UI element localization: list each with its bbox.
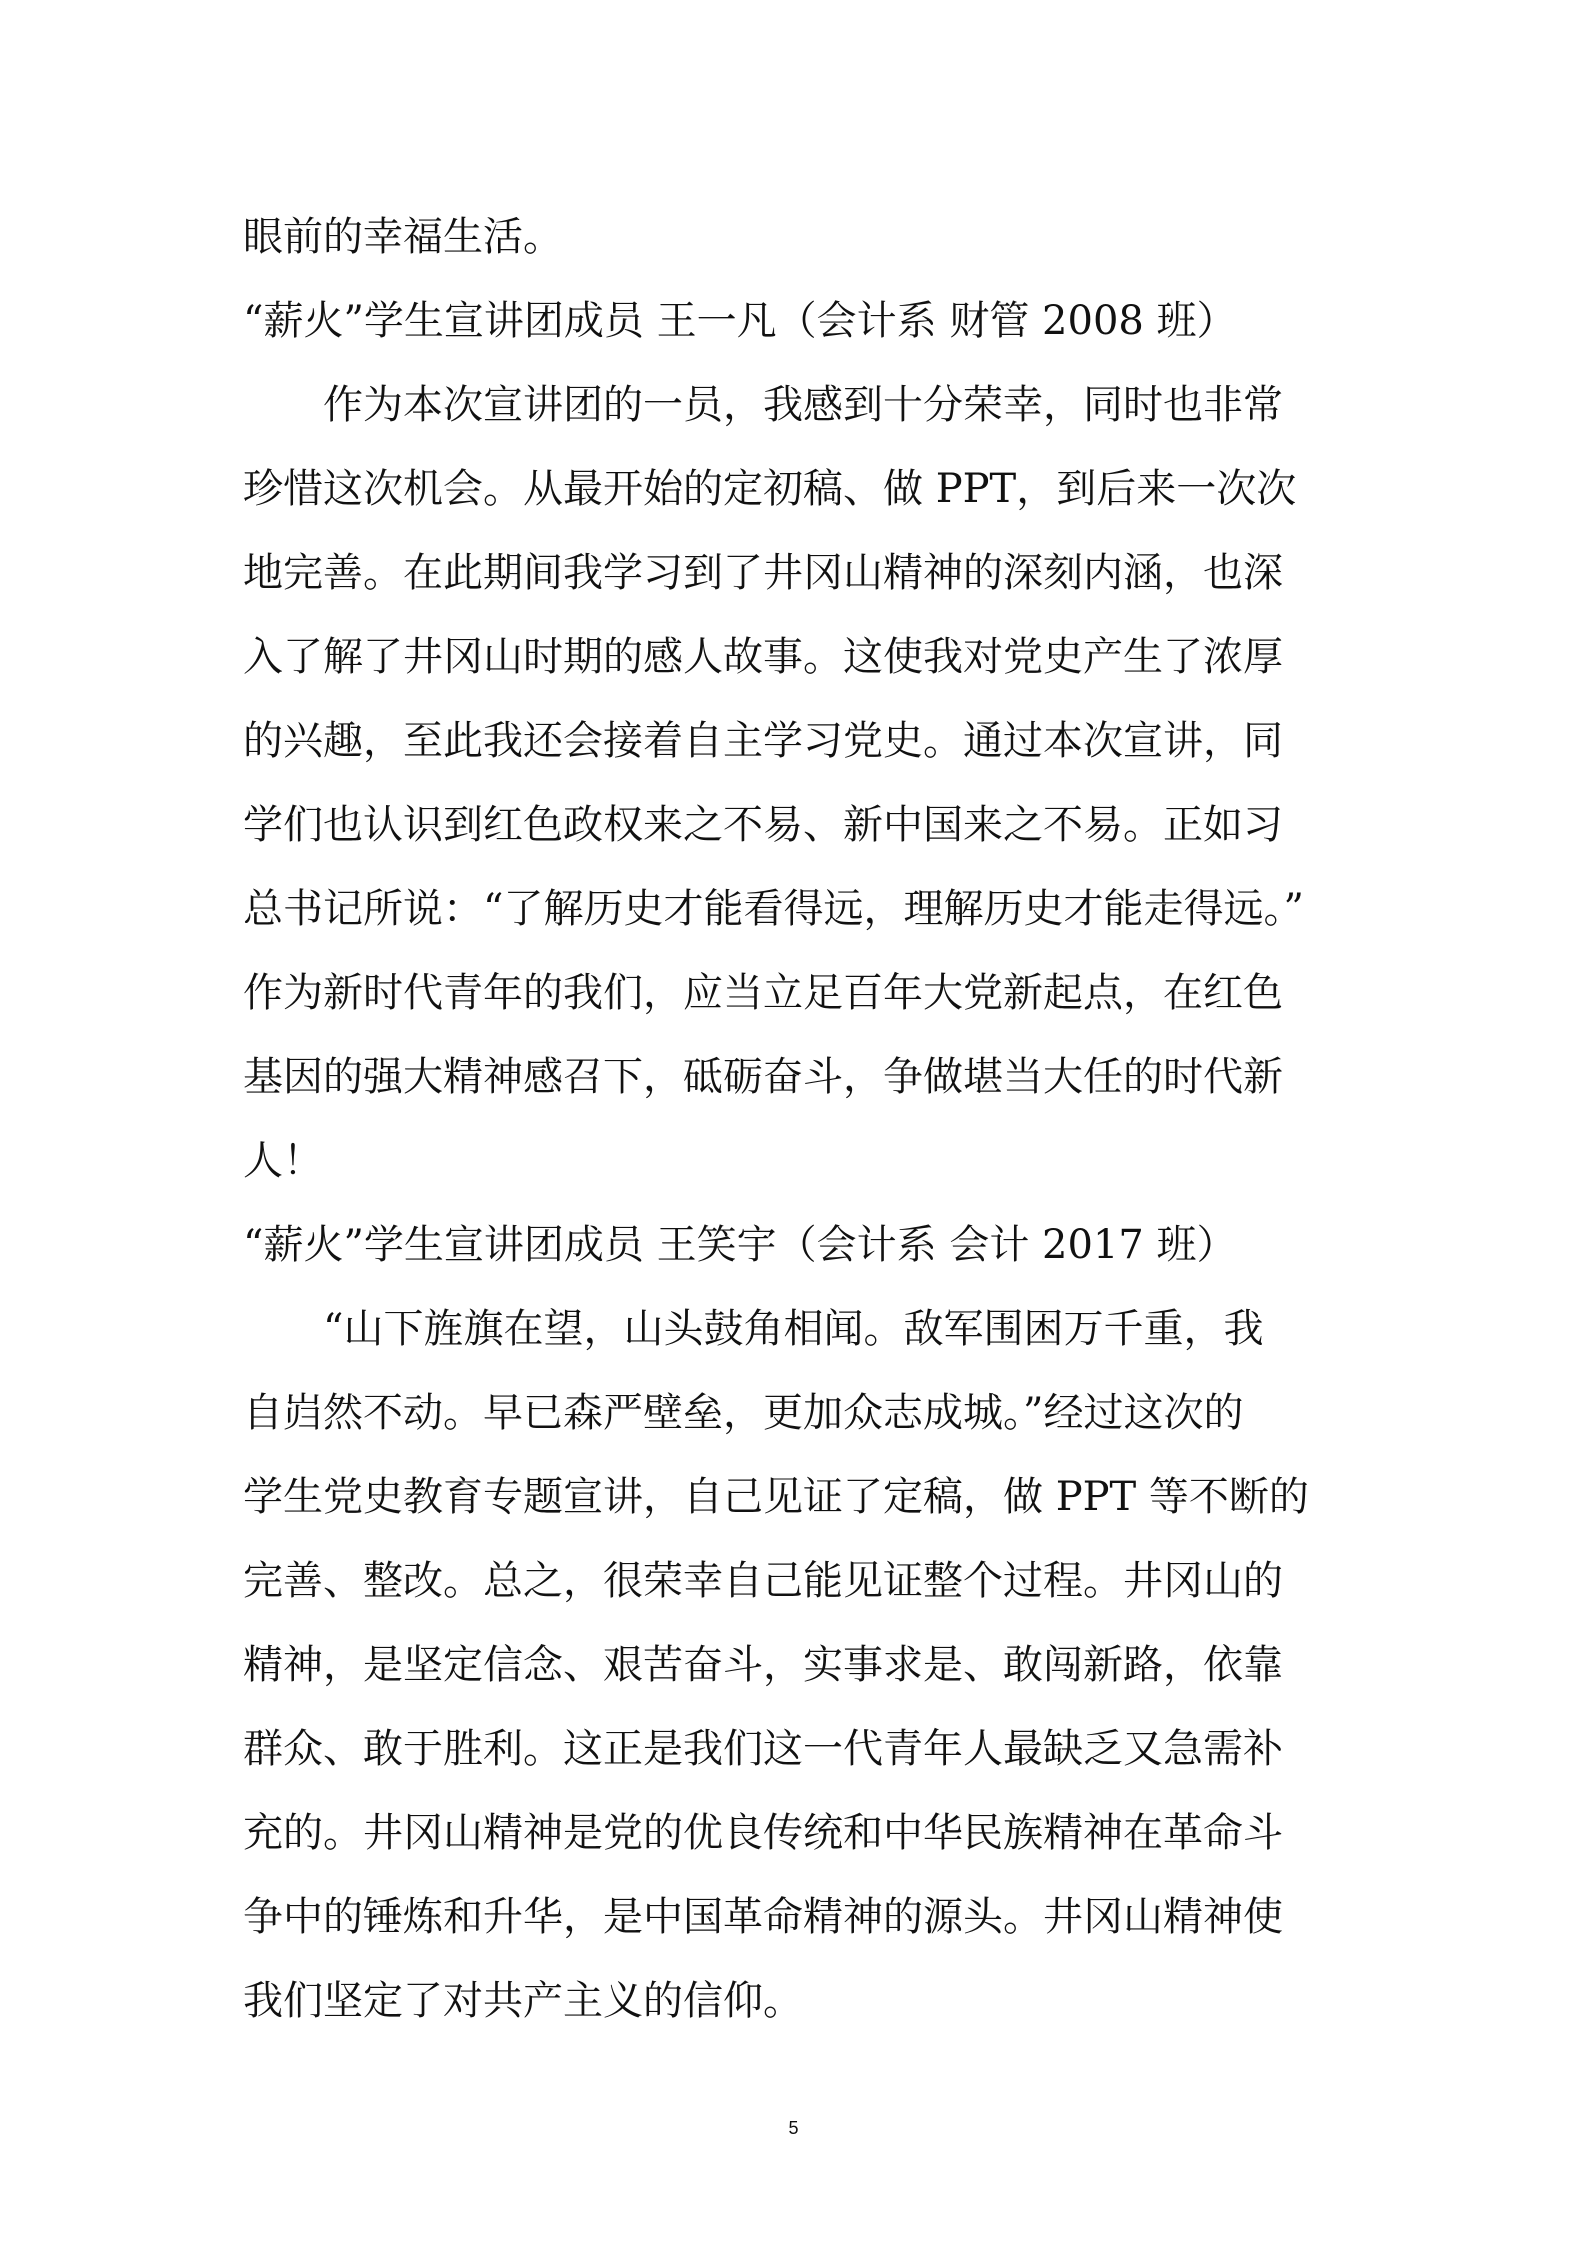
text-line: 地完善。在此期间我学习到了井冈山精神的深刻内涵，也深	[243, 550, 1283, 596]
text-line: 作为本次宣讲团的一员，我感到十分荣幸，同时也非常	[243, 382, 1283, 428]
text-line: 精神，是坚定信念、艰苦奋斗，实事求是、敢闯新路，依靠	[243, 1642, 1283, 1688]
text-line: 珍惜这次机会。从最开始的定初稿、做 PPT，到后来一次次	[243, 466, 1297, 512]
text-line: 入了解了井冈山时期的感人故事。这使我对党史产生了浓厚	[243, 634, 1283, 680]
text-line: 完善、整改。总之，很荣幸自己能见证整个过程。井冈山的	[243, 1558, 1283, 1604]
text-line: 我们坚定了对共产主义的信仰。	[243, 1978, 803, 2024]
text-line: “山下旌旗在望，山头鼓角相闻。敌军围困万千重，我	[243, 1306, 1264, 1352]
text-line: 充的。井冈山精神是党的优良传统和中华民族精神在革命斗	[243, 1810, 1283, 1856]
text-line: 总书记所说：“了解历史才能看得远，理解历史才能走得远。”	[243, 886, 1304, 932]
text-line: 争中的锤炼和升华，是中国革命精神的源头。井冈山精神使	[243, 1894, 1283, 1940]
section-heading: “薪火”学生宣讲团成员 王笑宇（会计系 会计 2017 班）	[243, 1222, 1237, 1268]
text-line: 人！	[243, 1138, 323, 1184]
text-line: 基因的强大精神感召下，砥砺奋斗，争做堪当大任的时代新	[243, 1054, 1283, 1100]
body-text	[243, 195, 1355, 2043]
section-heading: “薪火”学生宣讲团成员 王一凡（会计系 财管 2008 班）	[243, 298, 1237, 344]
text-line: 的兴趣，至此我还会接着自主学习党史。通过本次宣讲，同	[243, 718, 1283, 764]
page-number: 5	[788, 2118, 799, 2138]
text-line: 眼前的幸福生活。	[243, 214, 563, 260]
text-line: 群众、敢于胜利。这正是我们这一代青年人最缺乏又急需补	[243, 1726, 1283, 1772]
text-line: 学生党史教育专题宣讲，自己见证了定稿，做 PPT 等不断的	[243, 1474, 1309, 1520]
text-line: 学们也认识到红色政权来之不易、新中国来之不易。正如习	[243, 802, 1283, 848]
text-line: 作为新时代青年的我们，应当立足百年大党新起点，在红色	[243, 970, 1283, 1016]
text-line: 自岿然不动。早已森严壁垒，更加众志成城。”经过这次的	[243, 1390, 1244, 1436]
